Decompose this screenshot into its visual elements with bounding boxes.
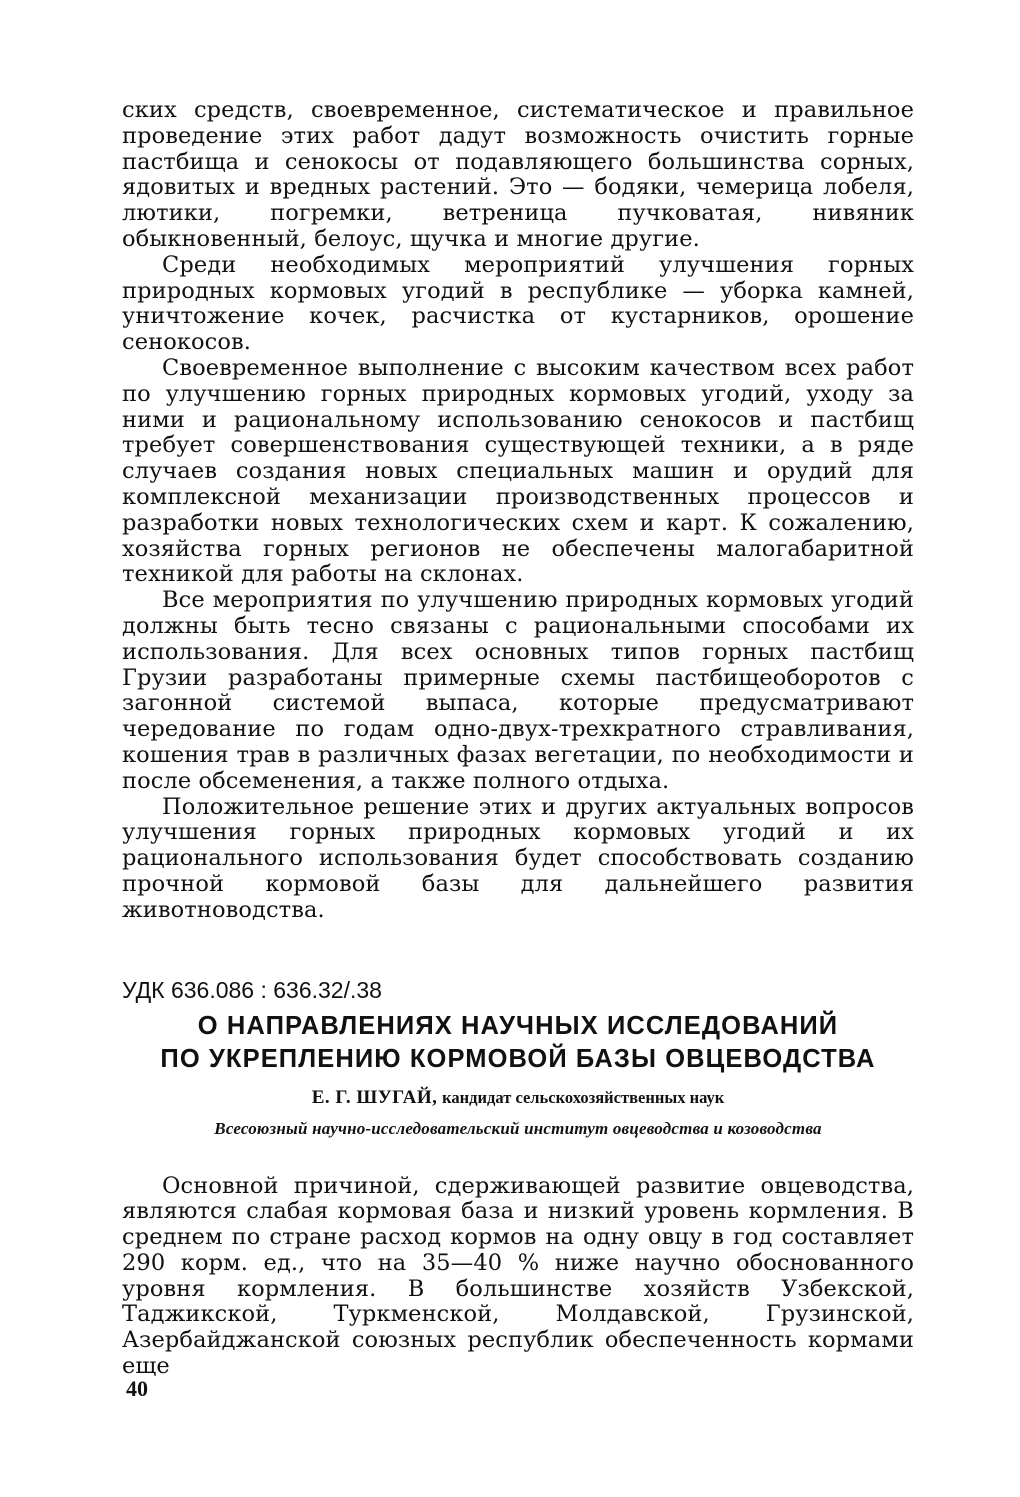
- paragraph-3: Своевременное выполнение с высоким качеством всех работ по улучшению горных природных кормовых угодий, уходу за ними и рациональному использованию сенокосов и пастбищ требует совершенствования существующей техники, а в ряде случаев создания новых специальных машин и орудий для комплексной механизации производственных процессов и разработки новых технологических схем и карт. К сожалению, хозяйства горных регионов не обеспечены малогабаритной техникой для работы на склонах.: [122, 354, 914, 588]
- author-degree: кандидат сельскохозяйственных наук: [442, 1087, 725, 1107]
- paragraph-5: Положительное решение этих и других актуальных вопросов улучшения горных природных кормовых угодий и их рационального использования будет способствовать созданию прочной кормовой базы для дальнейшего развития животноводства.: [122, 793, 914, 923]
- article-title-line-1: О НАПРАВЛЕНИЯХ НАУЧНЫХ ИССЛЕДОВАНИЙ: [197, 1011, 839, 1040]
- author-name: Е. Г. ШУГАЙ,: [311, 1086, 438, 1108]
- paragraph-2: Среди необходимых мероприятий улучшения горных природных кормовых угодий в республике — уборка камней, уничтожение кочек, расчистка от кустарников, орошение сенокосов.: [122, 251, 914, 356]
- article-paragraph-1: Основной причиной, сдерживающей развитие овцеводства, являются слабая кормовая база и низкий уровень кормления. В среднем по стране расход кормов на одну овцу в год составляет 290 корм. ед., что на 35—40 % ниже научно обоснованного уровня кормления. В большинстве хозяйств Узбекской, Таджикской, Туркменской, Молдавской, Грузинской, Азербайджанской союзных республик обеспеченность кормами еще: [122, 1172, 914, 1380]
- paragraph-4: Все мероприятия по улучшению природных кормовых угодий должны быть тесно связаны с рациональными способами их использования. Для всех основных типов горных пастбищ Грузии разработаны примерные схемы пастбищеоборотов с загонной системой выпаса, которые предусматривают чередование по годам одно-двух-трехкратного стравливания, кошения трав в различных фазах вегетации, по необходимости и после обсеменения, а также полного отдыха.: [122, 587, 914, 794]
- udk-code: УДК 636.086 : 636.32/.38: [122, 976, 382, 1003]
- institute: Всесоюзный научно-исследовательский институт овцеводства и козоводства: [214, 1118, 822, 1138]
- author-line: [122, 1086, 914, 1110]
- article-title-line-2: ПО УКРЕПЛЕНИЮ КОРМОВОЙ БАЗЫ ОВЦЕВОДСТВА: [160, 1044, 876, 1073]
- page-content: [122, 98, 914, 1380]
- article-title: [122, 1010, 914, 1076]
- paragraph-1: ских средств, своевременное, систематическое и правильное проведение этих работ дадут возможность очистить горные пастбища и сенокосы от подавляющего большинства сорных, ядовитых и вредных растений. Это — бодяки, чемерица лобеля, лютики, погремки, ветреница пучковатая, нивяник обыкновенный, белоус, щучка и многие другие.: [122, 97, 914, 252]
- page-number: 40: [126, 1376, 148, 1401]
